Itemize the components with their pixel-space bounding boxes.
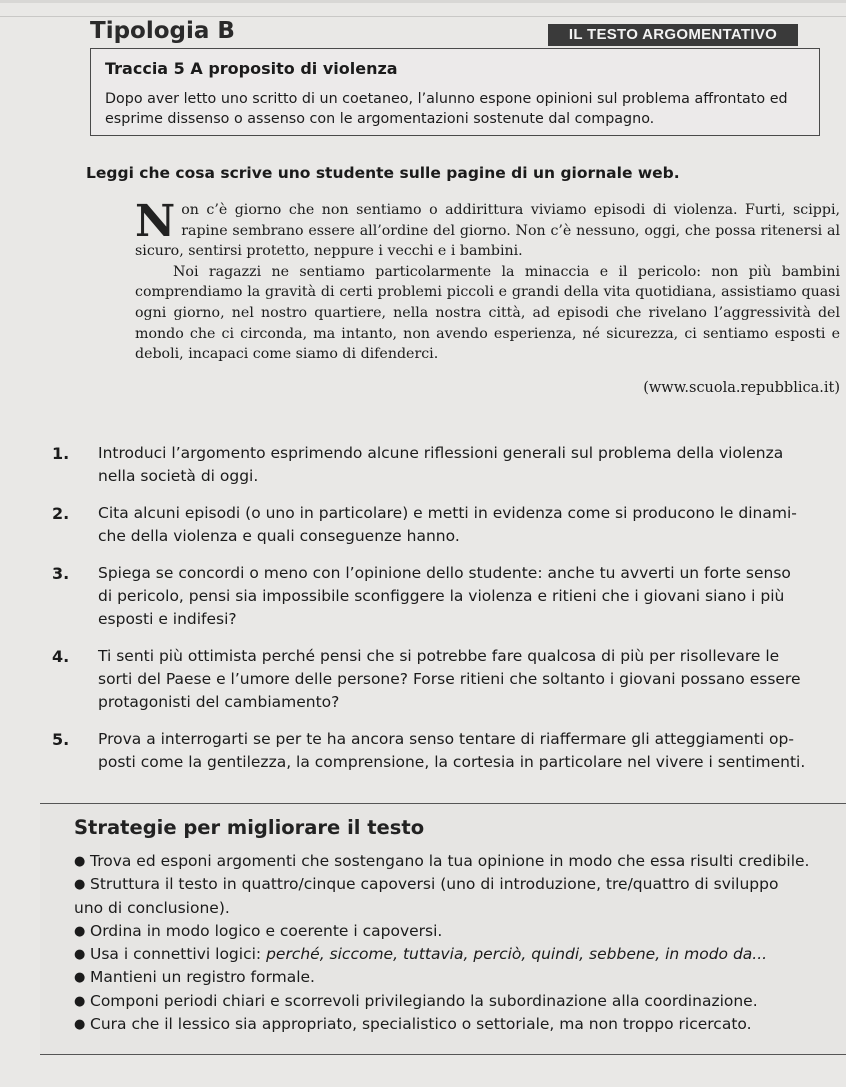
question-item [44, 502, 846, 548]
strategy-item: ● Trova ed esponi argomenti che sostengano la tua opinione in modo che essa risulti credibile. [74, 850, 846, 873]
question-line: che della violenza e quali conseguenze hanno. [98, 527, 460, 545]
bullet-icon: ● [74, 854, 86, 869]
strategies-list [74, 850, 846, 1036]
task-description: Dopo aver letto uno scritto di un coetaneo, l’alunno espone opinioni sul problema affrontato ed esprime dissenso o assenso con le argomentazioni sostenute dal compagno. [105, 91, 788, 127]
question-line: Introduci l’argomento esprimendo alcune riflessioni generali sul problema della violenza [98, 444, 784, 462]
bullet-icon: ● [74, 877, 86, 893]
question-number: 5. [52, 730, 70, 749]
question-line: Prova a interrogarti se per te ha ancora senso tentare di riaffermare gli atteggiamenti op- [98, 730, 794, 748]
question-line: protagonisti del cambiamento? [98, 693, 340, 711]
connectives-list: perché, siccome, tuttavia, perciò, quindi, sebbene, in modo da... [266, 945, 768, 964]
question-line: Ti senti più ottimista perché pensi che si potrebbe fare qualcosa di più per risollevare le [98, 647, 780, 665]
question-number: 4. [52, 647, 70, 666]
strategy-item: ● Cura che il lessico sia appropriato, specialistico o settoriale, ma non troppo ricercato. [74, 1013, 846, 1036]
question-number: 3. [52, 564, 70, 583]
question-item [44, 728, 846, 774]
strategy-item: ● Usa i connettivi logici: perché, siccome, tuttavia, perciò, quindi, sebbene, in modo da... [74, 943, 846, 966]
article-paragraph-1 [135, 196, 840, 262]
article-paragraph-2: Noi ragazzi ne sentiamo particolarmente la minaccia e il pericolo: non più bambini comprendiamo la gravità di certi problemi piccoli e grandi della vita quotidiana, assistiamo quasi ogni giorno, nel nostro quartiere, nella nostra città, ad episodi che rivelano l’aggressività del mondo che ci circonda, ma intanto, non avendo esperienza, né sicurezza, ci sentiamo esposti e deboli, incapaci come siamo di difenderci. [135, 263, 840, 363]
article [135, 196, 840, 365]
drop-cap: N [135, 196, 176, 247]
bullet-icon: ● [74, 1017, 86, 1033]
task-title: Traccia 5 A proposito di violenza [105, 59, 398, 78]
lead-instruction: Leggi che cosa scrive uno studente sulle pagine di un giornale web. [86, 164, 680, 182]
question-list [44, 442, 846, 788]
section-band: IL TESTO ARGOMENTATIVO [548, 24, 798, 46]
article-source: (www.scuola.repubblica.it) [643, 380, 840, 396]
strategy-continuation: uno di conclusione). [74, 898, 230, 917]
page-edge [0, 0, 846, 3]
question-line: Cita alcuni episodi (o uno in particolare) e metti in evidenza come si producono le dinami- [98, 504, 797, 522]
question-line: Spiega se concordi o meno con l’opinione dello studente: anche tu avverti un forte senso [98, 564, 791, 582]
strategies-box [40, 803, 846, 1055]
question-line: sorti del Paese e l’umore delle persone? Forse ritieni che soltanto i giovani possano essere [98, 670, 801, 688]
question-item [44, 562, 846, 631]
question-line: nella società di oggi. [98, 467, 259, 485]
bullet-icon: ● [74, 947, 86, 963]
bullet-icon: ● [74, 993, 86, 1009]
question-number: 2. [52, 504, 70, 523]
section-title: Tipologia B [90, 18, 235, 44]
task-box [90, 48, 820, 136]
article-paragraph-1-text: on c’è giorno che non sentiamo o addirittura viviamo episodi di violenza. Furti, scippi, rapine sembrano essere all’ordine del giorno. Non c’è nessuno, oggi, che possa ritenersi al sicuro, sentirsi protetto, neppure i vecchi e i bambini. [135, 202, 840, 260]
bullet-icon: ● [74, 923, 86, 939]
strategies-title: Strategie per migliorare il testo [74, 816, 425, 839]
question-item [44, 645, 846, 714]
question-line: esposti e indifesi? [98, 610, 237, 628]
strategy-item: ● Ordina in modo logico e coerente i capoversi. [74, 920, 846, 943]
strategy-item: ● Mantieni un registro formale. [74, 966, 846, 989]
strategy-item: ● Struttura il testo in quattro/cinque capoversi (uno di introduzione, tre/quattro di sviluppo uno di conclusione). [74, 873, 846, 920]
question-number: 1. [52, 444, 70, 463]
header-rule [0, 16, 846, 17]
bullet-icon: ● [74, 970, 86, 986]
question-line: di pericolo, pensi sia impossibile sconfiggere la violenza e ritieni che i giovani siano i più [98, 587, 785, 605]
question-item [44, 442, 846, 488]
question-line: posti come la gentilezza, la comprensione, la cortesia in particolare nel vivere i sentimenti. [98, 753, 806, 771]
strategy-item: ● Componi periodi chiari e scorrevoli privilegiando la subordinazione alla coordinazione. [74, 990, 846, 1013]
